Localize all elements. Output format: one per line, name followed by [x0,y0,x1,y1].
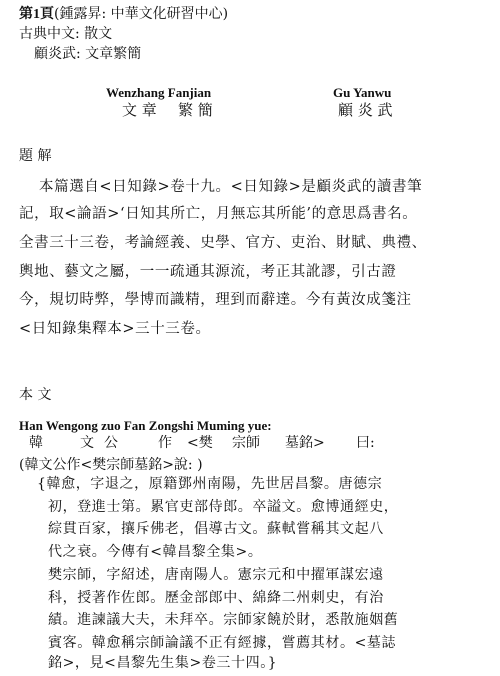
note-line-9: 銘>，見<昌黎先生集>卷三十四。} [48,655,278,671]
main-pinyin-line: Han Wengong zuo Fan Zongshi Muming yue: [19,418,272,433]
main-heading: 本 文 [19,387,52,403]
note-line-7: 績。進諫議大夫，未拜卒。宗師家饒於財，悉散施姻舊 [48,612,399,628]
note-line-8: 賓客。韓愈稱宗師論議不正有經據，嘗薦其材。<墓誌 [48,635,397,651]
author-chars: 顧 炎 武 [338,101,393,119]
author-title-line: 顧炎武: 文章繁簡 [34,46,142,62]
intro-line-5: 今，規切時弊，學博而識精，理到而辭達。今有黃汝成箋注 [19,292,412,308]
author-pinyin: Gu Yanwu [333,85,392,100]
note-line-6: 科，授著作佐郎。歷金部郎中、綿絳二州刺史，有治 [48,590,384,606]
intro-line-1: 本篇選自<日知錄>卷十九。<日知錄>是顧炎武的讀書筆 [39,179,423,195]
title-chars-1: 文 章 [122,101,157,119]
intro-line-6: <日知錄集釋本>三十三卷。 [19,321,211,337]
intro-line-4: 輿地、藝文之屬，一一疏通其源流，考正其訛謬，引古證 [19,264,397,280]
main-char-word: 宗師 [232,435,260,451]
intro-line-2: 記，取<論語>‘日知其所亡，月無忘其所能’的意思爲書名。 [19,206,418,222]
note-line-5: 樊宗師，字紹述，唐南陽人。憲宗元和中擢軍謀宏遠 [48,567,384,583]
main-gloss-line: (韓文公作<樊宗師墓銘>說: ) [19,457,203,473]
main-char-word: 墓銘> [285,435,325,451]
category-line: 古典中文: 散文 [19,26,113,42]
publisher: (鍾露昇: 中華文化研習中心) [54,6,229,22]
header-line-1 [19,7,228,22]
main-char-word: <樊 [187,435,213,451]
note-line-4: 代之衰。今傳有<韓昌黎全集>。 [48,544,263,560]
intro-heading: 題 解 [19,148,52,164]
intro-line-3: 全書三十三卷，考論經義、史學、官方、吏治、財賦、典禮、 [19,235,427,251]
main-char-word: 作 [158,435,172,451]
note-line-1: {韓愈，字退之，原籍鄧州南陽，先世居昌黎。唐德宗 [37,476,383,492]
title-chars-2: 繁 簡 [178,101,213,119]
main-char-word: 文公 [80,435,128,451]
note-line-2: 初，登進士第。累官吏部侍郎。卒謚文。愈博通經史， [48,499,399,515]
main-char-word: 曰: [356,435,375,451]
title-pinyin: Wenzhang Fanjian [106,85,212,100]
note-line-3: 綜貫百家，攘斥佛老，倡導古文。蘇軾嘗稱其文起八 [48,521,384,537]
main-char-word: 韓 [29,435,43,451]
page-label: 第1頁 [19,7,54,22]
